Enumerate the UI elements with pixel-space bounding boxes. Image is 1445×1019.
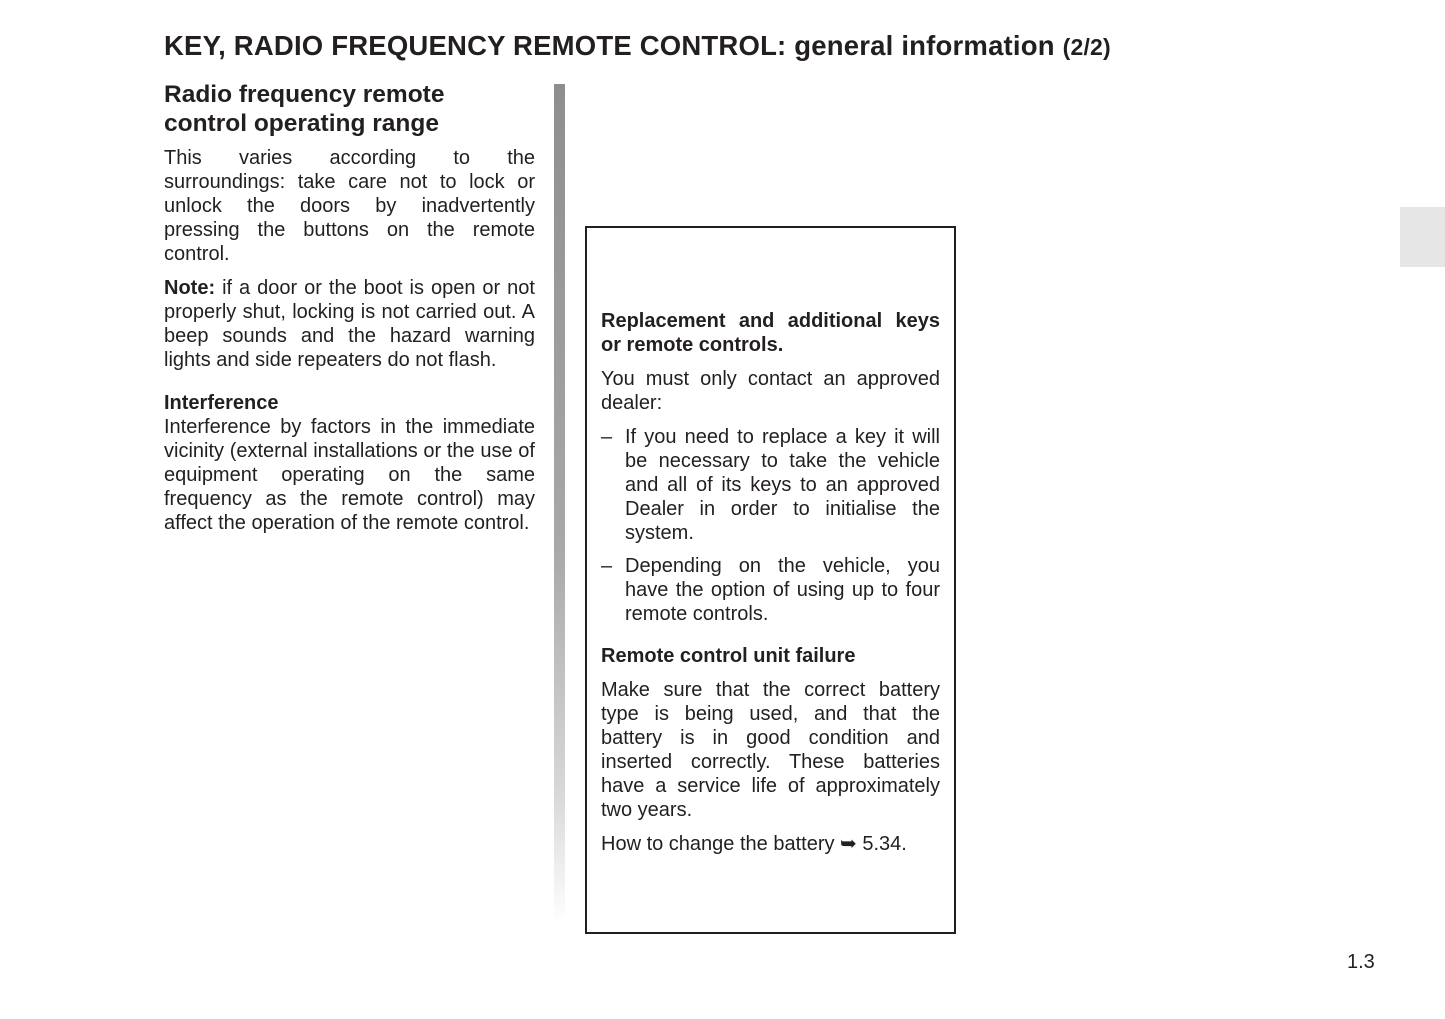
interference-text: Interference by factors in the immediate vicinity (external installations or the use of equipment operating on the same frequency as the remote control) may affect the operation of the remote control. <box>164 416 535 534</box>
operating-range-intro: This varies according to the surroundings: take care not to lock or unlock the doors by inadvertently pressing the buttons on the remote control. <box>164 147 535 265</box>
note-label: Note: <box>164 277 216 299</box>
page-title-main: KEY, RADIO FREQUENCY REMOTE CONTROL: general information <box>164 30 1055 61</box>
page-title-suffix: (2/2) <box>1062 34 1111 60</box>
dash-bullet: – <box>601 555 613 577</box>
list-item-text: If you need to replace a key it will be necessary to take the vehicle and all of its keys to an approved Dealer in order to initialise the system. <box>625 426 940 544</box>
list-item <box>601 425 940 545</box>
section-thumb-tab <box>1400 207 1445 267</box>
note-paragraph <box>164 276 535 372</box>
note-text: if a door or the boot is open or not properly shut, locking is not carried out. A beep sounds and the hazard warning lights and side repeaters do not flash. <box>164 277 535 371</box>
list-item-text: Depending on the vehicle, you have the option of using up to four remote controls. <box>625 555 940 625</box>
info-box <box>585 226 956 934</box>
interference-heading: Interference <box>164 392 279 414</box>
failure-heading: Remote control unit failure <box>601 645 856 667</box>
battery-reference-text: How to change the battery <box>601 833 835 855</box>
replacement-heading: Replacement and additional keys or remote controls. <box>601 310 940 356</box>
battery-reference <box>601 832 940 856</box>
operating-range-heading <box>164 80 535 138</box>
info-box-content <box>601 309 940 856</box>
dash-bullet: – <box>601 426 613 448</box>
page-number: 1.3 <box>1347 951 1375 973</box>
operating-range-heading-line1: Radio frequency remote <box>164 81 445 108</box>
page-title <box>164 30 1111 62</box>
left-column <box>164 80 535 535</box>
list-item <box>601 554 940 626</box>
replacement-intro: You must only contact an approved dealer: <box>601 368 940 414</box>
failure-text: Make sure that the correct battery type is being used, and that the battery is in good condition and inserted correctly. These batteries have a service life of approximately two years. <box>601 679 940 821</box>
battery-page-link[interactable]: 5.34. <box>862 833 907 855</box>
arrow-icon: ➥ <box>840 833 857 855</box>
column-divider-bar <box>554 84 565 924</box>
operating-range-heading-line2: control operating range <box>164 110 439 137</box>
